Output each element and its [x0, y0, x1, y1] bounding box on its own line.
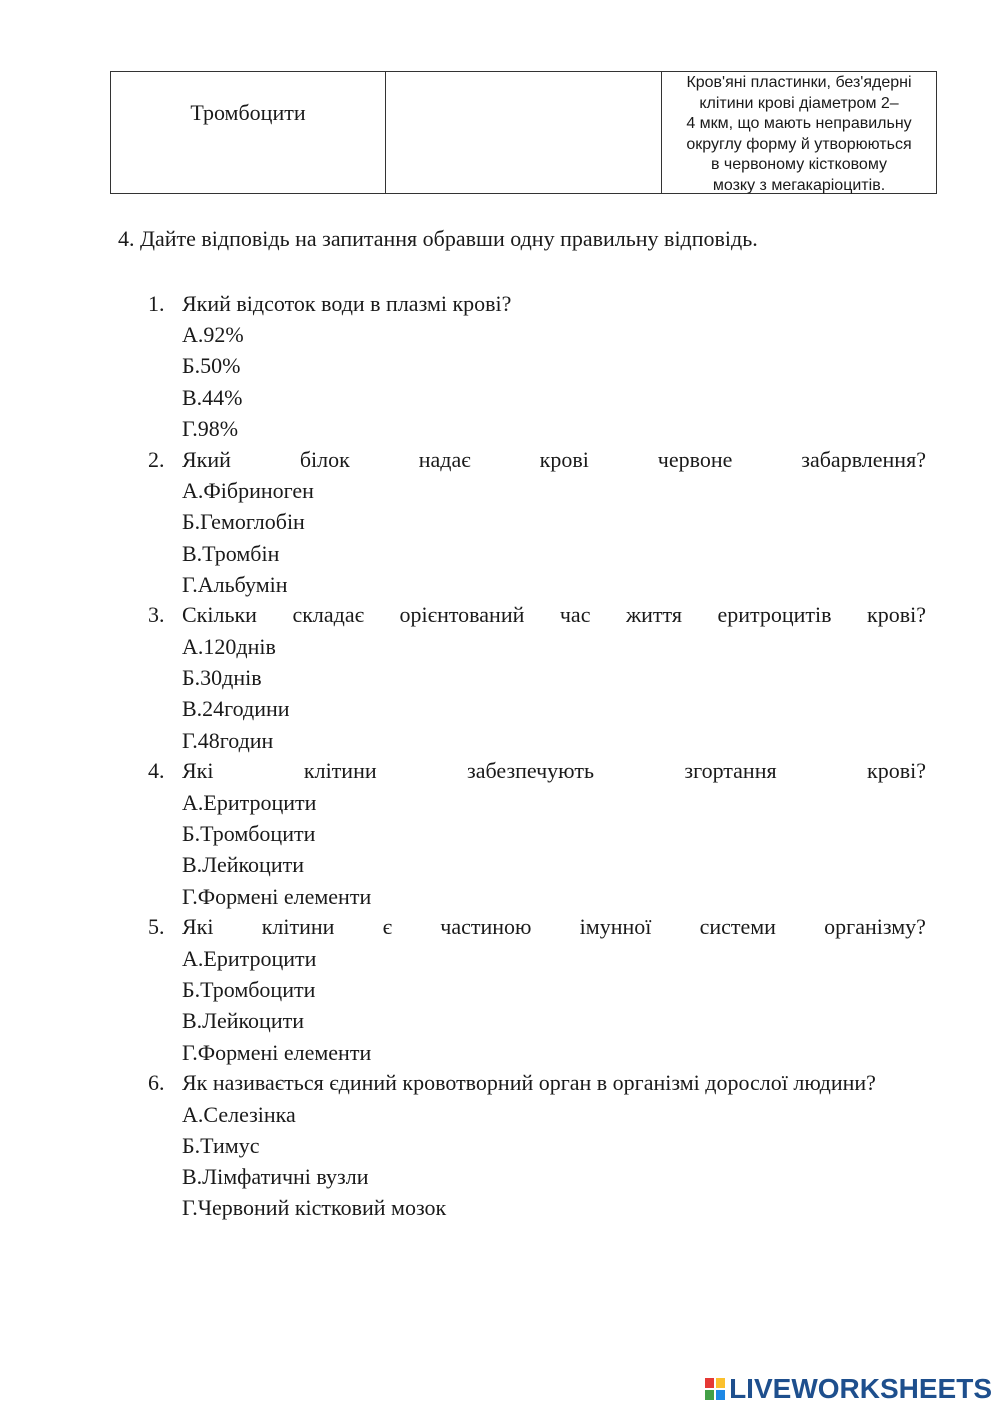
logo-block [716, 1378, 725, 1388]
answer-option[interactable]: Г.Червоний кістковий мозок [182, 1195, 447, 1221]
question-word: складає [292, 602, 365, 628]
question-text [182, 758, 926, 784]
question [148, 444, 926, 475]
question-word: Які [182, 914, 214, 940]
answer-option[interactable]: Г.Альбумін [182, 571, 288, 597]
description-line: округлу форму й утворюються [686, 135, 912, 153]
logo-block [705, 1390, 714, 1400]
question-word: білок [299, 446, 350, 472]
logo-block [705, 1378, 714, 1388]
answer-option[interactable]: В.44% [182, 384, 243, 410]
answer-option[interactable]: А.Фібриноген [182, 478, 314, 504]
question [148, 1068, 926, 1099]
answer-option[interactable]: А.120днів [182, 634, 276, 660]
logo-blocks-icon [705, 1378, 725, 1400]
question-number: 6. [148, 1070, 165, 1096]
question-number: 3. [148, 602, 165, 628]
question-word: клітини [261, 914, 335, 940]
question-word: крові? [867, 602, 926, 628]
question-word: орієнтований [399, 602, 525, 628]
question-number: 4. [148, 758, 165, 784]
description-line: клітини крові діаметром 2– [699, 94, 899, 112]
logo-text: LIVEWORKSHEETS [729, 1373, 992, 1404]
question-word: клітини [303, 758, 377, 784]
question-word: червоне [657, 446, 733, 472]
question-word: життя [625, 602, 682, 628]
description-line: Кров'яні пластинки, без'ядерні [686, 74, 912, 91]
description-line: мозку з мегакаріоцитів. [712, 176, 886, 194]
answer-option[interactable]: Б.Гемоглобін [182, 509, 305, 535]
answer-option[interactable]: В.Лімфатичні вузли [182, 1164, 369, 1190]
answer-option[interactable]: В.24години [182, 696, 290, 722]
answer-option[interactable]: Г.48годин [182, 727, 274, 753]
answer-option[interactable]: Г.98% [182, 415, 239, 441]
table-cell-term [110, 71, 386, 194]
question [148, 288, 926, 319]
question-word: надає [418, 446, 471, 472]
question-text [182, 602, 926, 628]
question-word: еритроцитів [717, 602, 832, 628]
question-word: Який відсоток води в плазмі крові? [182, 290, 512, 316]
question-word: Скільки [182, 602, 257, 628]
table-cell-description [661, 71, 937, 194]
answer-option[interactable]: Г.Формені елементи [182, 1039, 372, 1065]
answer-option[interactable]: Б.Тромбоцити [182, 821, 316, 847]
question-word: крові? [867, 758, 926, 784]
answer-option[interactable]: А.Еритроцити [182, 945, 317, 971]
question-word: Які [182, 758, 214, 784]
table-cell-answer[interactable] [385, 71, 662, 194]
answer-option[interactable]: А.Еритроцити [182, 790, 317, 815]
question-word: є [382, 914, 393, 940]
question-text [182, 447, 926, 473]
answer-option[interactable]: Б.Тромбоцити [182, 977, 316, 1003]
question [148, 756, 926, 787]
question-list [148, 288, 926, 1224]
question [148, 912, 926, 943]
question-word: частиною [440, 914, 532, 940]
question-word: Який [182, 446, 231, 472]
question-word: Як називається єдиний кровотворний орган в організмі дорослої людини? [182, 1070, 876, 1096]
question-word: крові [539, 446, 589, 472]
question-word: імунної [579, 914, 652, 940]
answer-option[interactable]: Г.Формені елементи [182, 883, 372, 909]
question [148, 600, 926, 631]
logo-block [716, 1390, 725, 1400]
answer-option[interactable]: Б.50% [182, 353, 241, 379]
liveworksheets-logo [705, 1373, 992, 1405]
question-number: 2. [148, 446, 165, 472]
question-text [182, 914, 926, 940]
task-heading: 4. Дайте відповідь на запитання обравши одну правильну відповідь. [118, 226, 758, 251]
description-text [662, 72, 936, 196]
answer-option[interactable]: А.92% [182, 322, 244, 348]
question-text [182, 1070, 926, 1096]
answer-option[interactable]: В.Лейкоцити [182, 1008, 304, 1034]
answer-option[interactable]: А.Селезінка [182, 1101, 296, 1127]
question-number: 5. [148, 914, 165, 940]
question-word: організму? [824, 914, 926, 940]
question-word: забезпечують [467, 758, 594, 784]
question-word: час [559, 602, 591, 628]
answer-option[interactable]: Б.Тимус [182, 1133, 260, 1159]
question-text [182, 291, 926, 317]
question-word: згортання [684, 758, 777, 784]
question-word: забарвлення? [801, 446, 926, 472]
answer-option[interactable]: Б.30днів [182, 665, 262, 691]
term-text: Тромбоцити [190, 100, 306, 125]
answer-option[interactable]: В.Тромбін [182, 540, 280, 566]
question-number: 1. [148, 290, 165, 316]
question-word: системи [699, 914, 776, 940]
description-line: в червоному кістковому [710, 156, 887, 173]
description-line: 4 мкм, що мають неправильну [686, 115, 912, 132]
answer-option[interactable]: В.Лейкоцити [182, 852, 304, 878]
